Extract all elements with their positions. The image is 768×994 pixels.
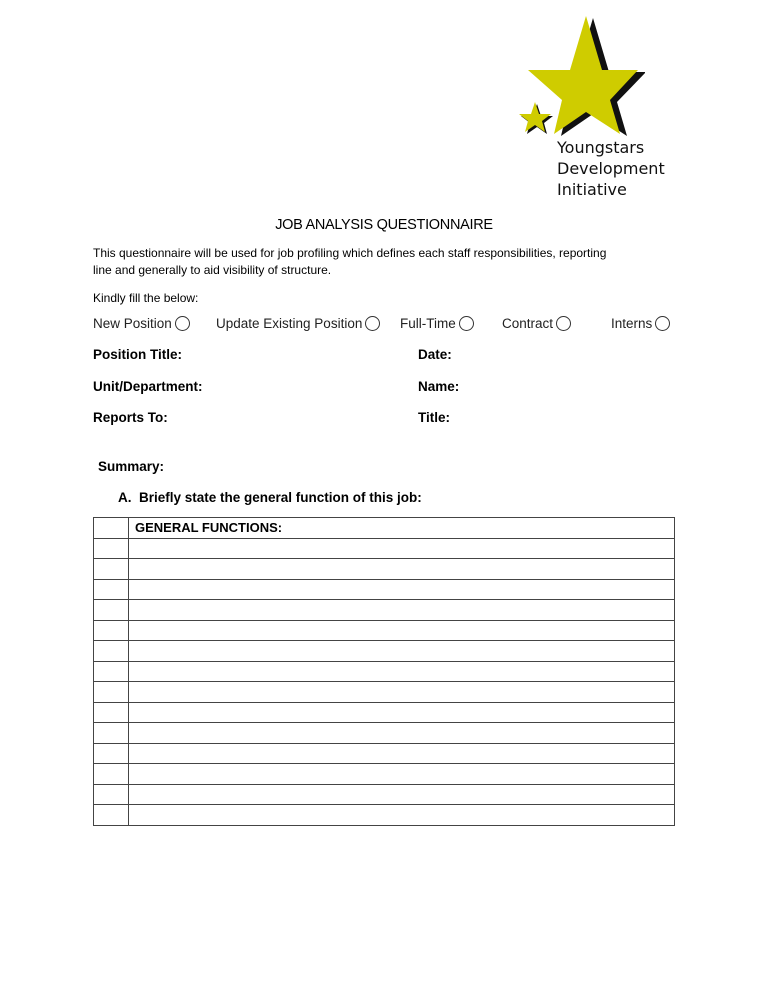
logo-text-line3: Initiative (557, 180, 627, 199)
table-cell[interactable] (94, 661, 129, 682)
option-new-position[interactable] (93, 316, 190, 331)
table-row (94, 579, 675, 600)
table-cell[interactable] (94, 559, 129, 580)
title-label: Title: (418, 410, 451, 425)
general-functions-table (93, 517, 675, 826)
radio-button[interactable] (175, 316, 190, 331)
radio-button[interactable] (365, 316, 380, 331)
table-cell[interactable] (129, 559, 675, 580)
option-contract[interactable] (502, 316, 571, 331)
name-label: Name: (418, 379, 460, 394)
kindly-text: Kindly fill the below: (93, 291, 199, 305)
table-row (94, 641, 675, 662)
option-label: Full-Time (400, 316, 456, 331)
table-cell[interactable] (94, 723, 129, 744)
table-cell[interactable] (94, 805, 129, 826)
table-row (94, 682, 675, 703)
radio-button[interactable] (459, 316, 474, 331)
table-cell[interactable] (129, 538, 675, 559)
option-label: New Position (93, 316, 172, 331)
table-header-row (94, 518, 675, 539)
table-cell[interactable] (94, 538, 129, 559)
table-cell[interactable] (129, 805, 675, 826)
table-cell[interactable] (94, 641, 129, 662)
star-logo-icon (515, 10, 645, 140)
option-interns[interactable] (611, 316, 670, 331)
table-cell[interactable] (129, 723, 675, 744)
table-row (94, 661, 675, 682)
reports-to-label: Reports To: (93, 410, 168, 425)
option-update-existing[interactable] (216, 316, 380, 331)
table-row (94, 559, 675, 580)
table-row (94, 702, 675, 723)
table-row (94, 620, 675, 641)
table-cell[interactable] (129, 600, 675, 621)
logo-text-line1: Youngstars (557, 138, 645, 157)
table-cell[interactable] (129, 784, 675, 805)
table-row (94, 723, 675, 744)
question-a: A. Briefly state the general function of this job: (118, 490, 422, 505)
radio-button[interactable] (556, 316, 571, 331)
table-cell[interactable] (129, 743, 675, 764)
table-cell[interactable] (94, 600, 129, 621)
table-cell[interactable] (129, 579, 675, 600)
table-cell[interactable] (94, 764, 129, 785)
table-cell[interactable] (94, 743, 129, 764)
table-cell[interactable] (129, 620, 675, 641)
table-cell[interactable] (94, 518, 129, 539)
option-full-time[interactable] (400, 316, 474, 331)
table-row (94, 784, 675, 805)
intro-line1: This questionnaire will be used for job profiling which defines each staff responsibilities, reporting (93, 246, 607, 260)
table-cell[interactable] (129, 702, 675, 723)
table-cell[interactable] (94, 579, 129, 600)
table-cell[interactable] (94, 702, 129, 723)
logo-text-line2: Development (557, 159, 665, 178)
table-row (94, 743, 675, 764)
table-cell[interactable] (94, 784, 129, 805)
option-label: Interns (611, 316, 653, 331)
table-row (94, 600, 675, 621)
table-cell[interactable] (129, 661, 675, 682)
table-row (94, 805, 675, 826)
date-label: Date: (418, 347, 452, 362)
table-cell[interactable] (129, 682, 675, 703)
option-label: Update Existing Position (216, 316, 363, 331)
option-label: Contract (502, 316, 554, 331)
table-cell[interactable] (129, 641, 675, 662)
intro-line2: line and generally to aid visibility of structure. (93, 263, 332, 277)
table-cell[interactable] (94, 682, 129, 703)
table-row (94, 538, 675, 559)
unit-label: Unit/Department: (93, 379, 203, 394)
table-cell[interactable] (94, 620, 129, 641)
page-title: JOB ANALYSIS QUESTIONNAIRE (275, 217, 493, 233)
summary-heading: Summary: (98, 459, 165, 474)
position-title-label: Position Title: (93, 347, 183, 362)
table-row (94, 764, 675, 785)
radio-button[interactable] (655, 316, 670, 331)
general-functions-header: GENERAL FUNCTIONS: (129, 518, 675, 539)
table-cell[interactable] (129, 764, 675, 785)
